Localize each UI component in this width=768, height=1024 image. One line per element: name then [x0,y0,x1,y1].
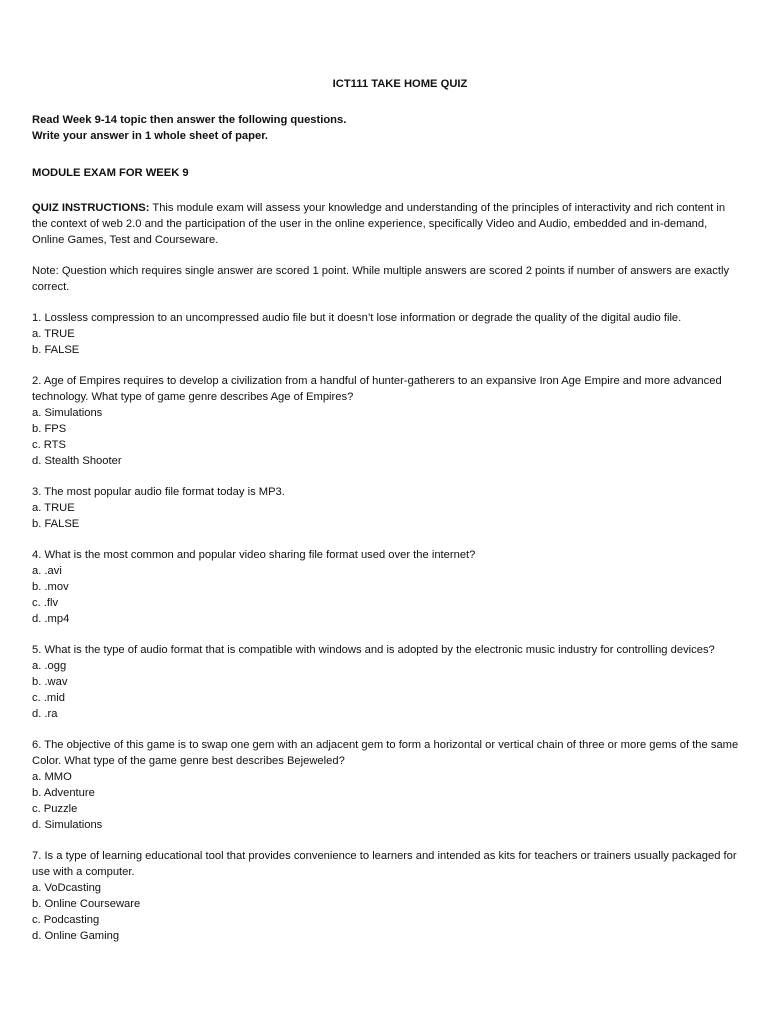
instruction-line: Write your answer in 1 whole sheet of paper. [32,130,269,142]
answer-option: b. .mov [32,581,69,593]
answer-option: c. Podcasting [32,914,100,926]
module-title: MODULE EXAM FOR WEEK 9 [32,167,189,179]
answer-option: c. .flv [32,597,59,609]
question-3 [32,484,748,532]
document-title: ICT111 TAKE HOME QUIZ [332,78,468,90]
question-stem: 7. Is a type of learning educational tool that provides convenience to learners and intended as kits for teachers or trainers usually packaged for use with a computer. [32,850,737,878]
answer-option: d. Online Gaming [32,930,120,942]
question-2 [32,373,748,469]
answer-option: d. .mp4 [32,613,70,625]
instruction-line: Read Week 9-14 topic then answer the following questions. [32,114,347,126]
scoring-note: Note: Question which requires single answer are scored 1 point. While multiple answers are scored 2 points if number of answers are exactly correct. [32,265,730,293]
answer-option: b. FALSE [32,344,80,356]
answer-option: b. FPS [32,423,67,435]
question-stem: 6. The objective of this game is to swap one gem with an adjacent gem to form a horizontal or vertical chain of three or more gems of the same Color. What type of the game genre best describes Bejeweled? [32,739,739,767]
answer-option: a. .ogg [32,660,67,672]
question-1 [32,310,748,358]
answer-option: d. .ra [32,708,58,720]
answer-option: d. Stealth Shooter [32,455,122,467]
answer-option: b. Adventure [32,787,95,799]
question-6 [32,737,748,833]
answer-option: b. .wav [32,676,68,688]
question-stem: 3. The most popular audio file format today is MP3. [32,486,285,498]
question-stem: 5. What is the type of audio format that is compatible with windows and is adopted by the electronic music industry for controlling devices? [32,644,715,656]
answer-option: c. Puzzle [32,803,78,815]
answer-option: c. .mid [32,692,65,704]
quiz-instructions-label: QUIZ INSTRUCTIONS: [32,202,150,214]
answer-option: a. TRUE [32,502,75,514]
question-stem: 1. Lossless compression to an uncompressed audio file but it doesn’t lose information or degrade the quality of the digital audio file. [32,312,682,324]
quiz-instructions-text: This module exam will assess your knowledge and understanding of the principles of interactivity and rich content in the context of web 2.0 and the participation of the user in the online experience, specifically Video and Audio, embedded and in-demand, Online Games, Test and Courseware. [32,202,726,246]
answer-option: a. MMO [32,771,72,783]
answer-option: c. RTS [32,439,66,451]
answer-option: a. Simulations [32,407,103,419]
answer-option: a. TRUE [32,328,75,340]
answer-option: b. FALSE [32,518,80,530]
question-stem: 2. Age of Empires requires to develop a civilization from a handful of hunter-gatherers to an expansive Iron Age Empire and more advanced technology. What type of game genre describes Age of Empires? [32,375,722,403]
question-5 [32,642,748,722]
answer-option: d. Simulations [32,819,103,831]
question-7 [32,848,748,944]
answer-option: a. VoDcasting [32,882,102,894]
question-stem: 4. What is the most common and popular video sharing file format used over the internet? [32,549,476,561]
answer-option: b. Online Courseware [32,898,141,910]
answer-option: a. .avi [32,565,62,577]
read-instructions [32,112,748,144]
question-4 [32,547,748,627]
quiz-instructions [32,200,748,248]
